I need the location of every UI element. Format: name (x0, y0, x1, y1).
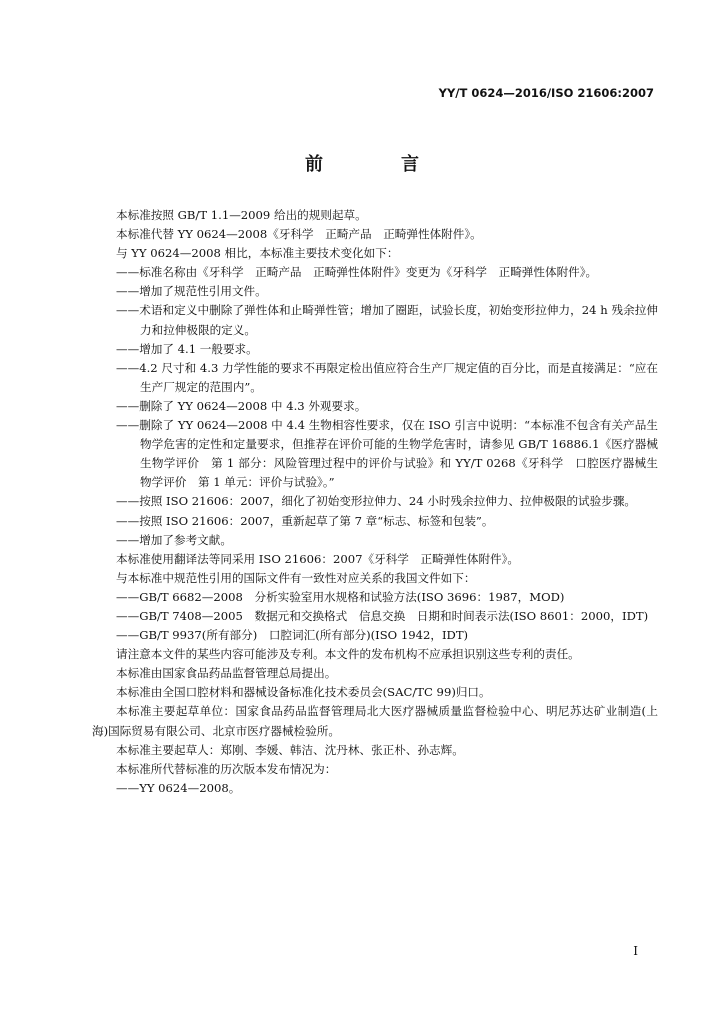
paragraph: 本标准使用翻译法等同采用 ISO 21606：2007《牙科学 正畸弹性体附件》。 (116, 551, 520, 566)
list-item: ——删除了 YY 0624—2008 中 4.3 外观要求。 (116, 398, 367, 413)
list-item: ——删除了 YY 0624—2008 中 4.4 生物相容性要求，仅在 ISO 引言中说明：“本标准不包含有关产品生物学危害的定性和定量要求，但推荐在评价可能的生物学危害时，请参见 GB/T 16886.1《医疗器械生物学评价 第 1 部分：风险管理过程中的评价与试验》和 YY/T 0268《牙科学 口腔医疗器械生物学评价 第 1 单元：评价与试验》。” (116, 418, 658, 490)
paragraph: 与 YY 0624—2008 相比，本标准主要技术变化如下： (116, 246, 399, 261)
paragraph: 本标准所代替标准的历次版本发布情况为： (116, 761, 337, 776)
paragraph: 本标准由全国口腔材料和器械设备标准化技术委员会(SAC/TC 99)归口。 (116, 685, 491, 700)
paragraph: 本标准按照 GB/T 1.1—2009 给出的规则起草。 (116, 208, 367, 222)
list-item: ——标准名称由《牙科学 正畸产品 正畸弹性体附件》变更为《牙科学 正畸弹性体附件》。 (116, 265, 598, 280)
standard-code: YY/T 0624—2016/ISO 21606:2007 (438, 86, 654, 100)
list-item: ——术语和定义中删除了弹性体和止畸弹性管；增加了圈距，试验长度，初始变形拉伸力，24 h 残余拉伸力和拉伸极限的定义。 (116, 303, 658, 337)
page-title: 前 言 (305, 154, 449, 175)
list-item: ——增加了规范性引用文件。 (116, 284, 267, 299)
list-item: ——4.2 尺寸和 4.3 力学性能的要求不再限定检出值应符合生产厂规定值的百分比，而是直接满足：“应在生产厂规定的范围内”。 (116, 360, 658, 394)
list-item: ——增加了 4.1 一般要求。 (116, 341, 258, 356)
paragraph: 本标准主要起草人：郑刚、李媛、韩洁、沈丹林、张正朴、孙志辉。 (116, 742, 464, 757)
paragraph: 本标准由国家食品药品监督管理总局提出。 (116, 666, 337, 681)
list-item: ——GB/T 9937(所有部分) 口腔词汇(所有部分)(ISO 1942，IDT) (116, 628, 469, 643)
list-item: ——按照 ISO 21606：2007，细化了初始变形拉伸力、24 小时残余拉伸力、拉伸极限的试验步骤。 (116, 494, 637, 509)
list-item: ——按照 ISO 21606：2007，重新起草了第 7 章“标志、标签和包装”。 (116, 513, 494, 528)
paragraph: 本标准代替 YY 0624—2008《牙科学 正畸产品 正畸弹性体附件》。 (116, 227, 482, 242)
paragraph: 本标准主要起草单位：国家食品药品监督管理局北大医疗器械质量监督检验中心、明尼苏达矿业制造(上海)国际贸易有限公司、北京市医疗器械检验所。 (92, 704, 658, 738)
paragraph: 请注意本文件的某些内容可能涉及专利。本文件的发布机构不应承担识别这些专利的责任。 (116, 647, 580, 662)
page-number: I (633, 944, 638, 958)
list-item: ——YY 0624—2008。 (116, 780, 241, 795)
paragraph: 与本标准中规范性引用的国际文件有一致性对应关系的我国文件如下： (116, 570, 476, 585)
list-item: ——GB/T 6682—2008 分析实验室用水规格和试验方法(ISO 3696：1987，MOD) (116, 589, 565, 604)
list-item: ——增加了参考文献。 (116, 532, 232, 547)
foreword-body (92, 206, 658, 798)
list-item: ——GB/T 7408—2005 数据元和交换格式 信息交换 日期和时间表示法(ISO 8601：2000，IDT) (116, 608, 649, 623)
